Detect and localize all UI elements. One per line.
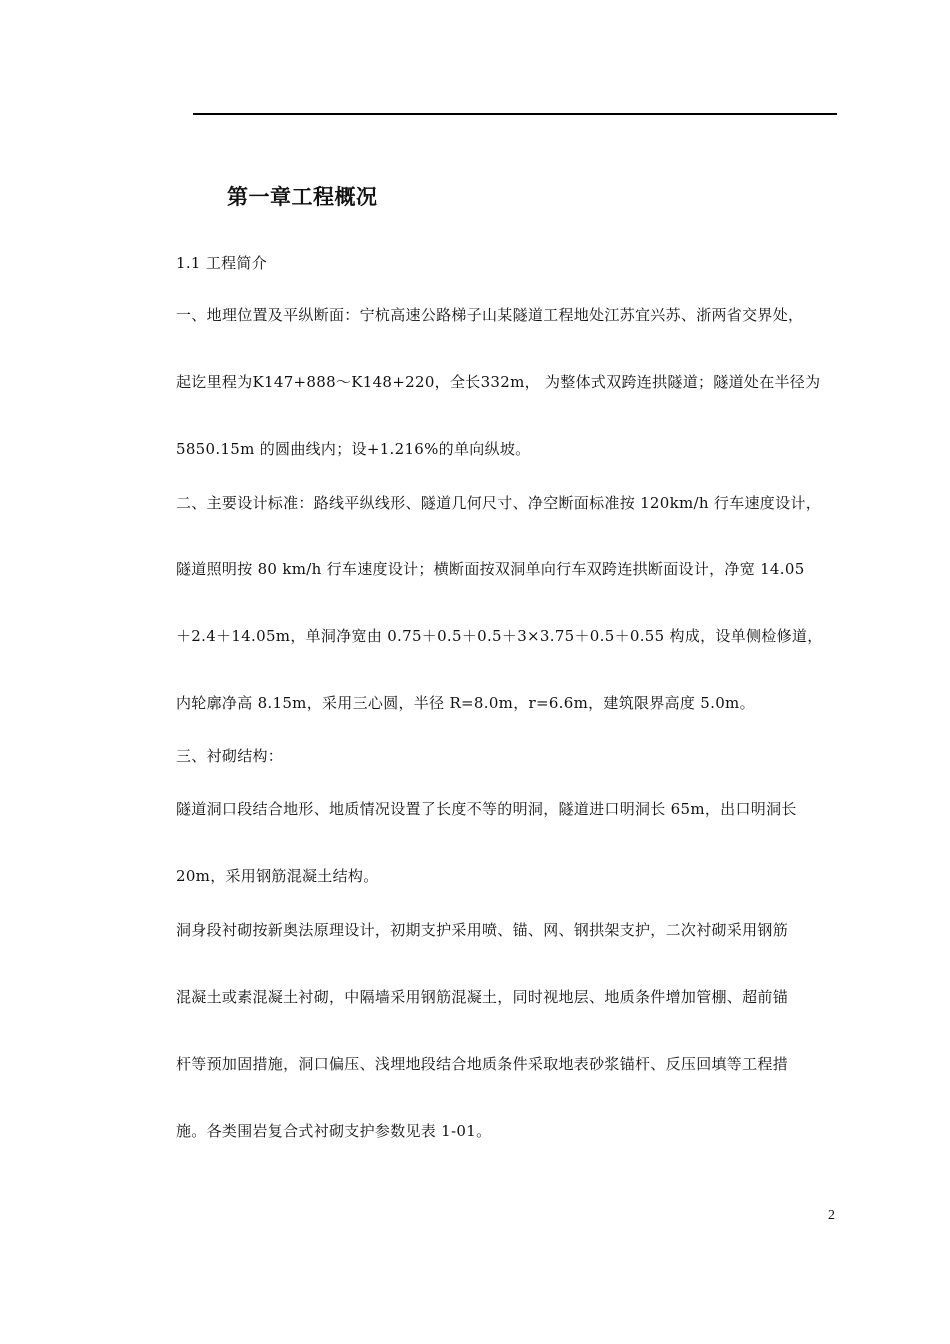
header-rule	[193, 113, 837, 115]
paragraph-line: 起讫里程为K147+888～K148+220，全长332m， 为整体式双跨连拱隧道；隧道处在半径为	[176, 373, 821, 391]
page-number: 2	[828, 1208, 835, 1223]
paragraph-line: 隧道照明按 80 km/h 行车速度设计；横断面按双洞单向行车双跨连拱断面设计，净宽 14.05	[176, 560, 805, 578]
paragraph-line: ＋2.4＋14.05m，单洞净宽由 0.75＋0.5＋0.5＋3×3.75＋0.5＋0.55 构成，设单侧检修道，	[176, 627, 823, 645]
paragraph-line: 杆等预加固措施，洞口偏压、浅埋地段结合地质条件采取地表砂浆锚杆、反压回填等工程措	[176, 1055, 789, 1073]
paragraph-line: 洞身段衬砌按新奥法原理设计，初期支护采用喷、锚、网、钢拱架支护，二次衬砌采用钢筋	[176, 921, 789, 939]
paragraph-line: 隧道洞口段结合地形、地质情况设置了长度不等的明洞，隧道进口明洞长 65m，出口明洞长	[176, 800, 797, 818]
paragraph-line: 一、地理位置及平纵断面：宁杭高速公路梯子山某隧道工程地处江苏宜兴苏、浙两省交界处，	[176, 306, 804, 324]
paragraph-line: 5850.15m 的圆曲线内；设+1.216%的单向纵坡。	[176, 440, 531, 458]
section-heading: 1.1 工程简介	[176, 254, 268, 272]
paragraph-line: 混凝土或素混凝土衬砌，中隔墙采用钢筋混凝土，同时视地层、地质条件增加管棚、超前锚	[176, 988, 789, 1006]
paragraph-line: 20m，采用钢筋混凝土结构。	[176, 867, 379, 885]
chapter-title: 第一章工程概况	[227, 185, 378, 209]
section-heading: 三、衬砌结构：	[176, 747, 284, 765]
paragraph-line: 内轮廓净高 8.15m，采用三心圆，半径 R=8.0m，r=6.6m，建筑限界高度 5.0m。	[176, 694, 755, 712]
paragraph-line: 二、主要设计标准：路线平纵线形、隧道几何尺寸、净空断面标准按 120km/h 行车速度设计，	[176, 494, 821, 512]
paragraph-line: 施。各类围岩复合式衬砌支护参数见表 1-01。	[176, 1122, 492, 1140]
